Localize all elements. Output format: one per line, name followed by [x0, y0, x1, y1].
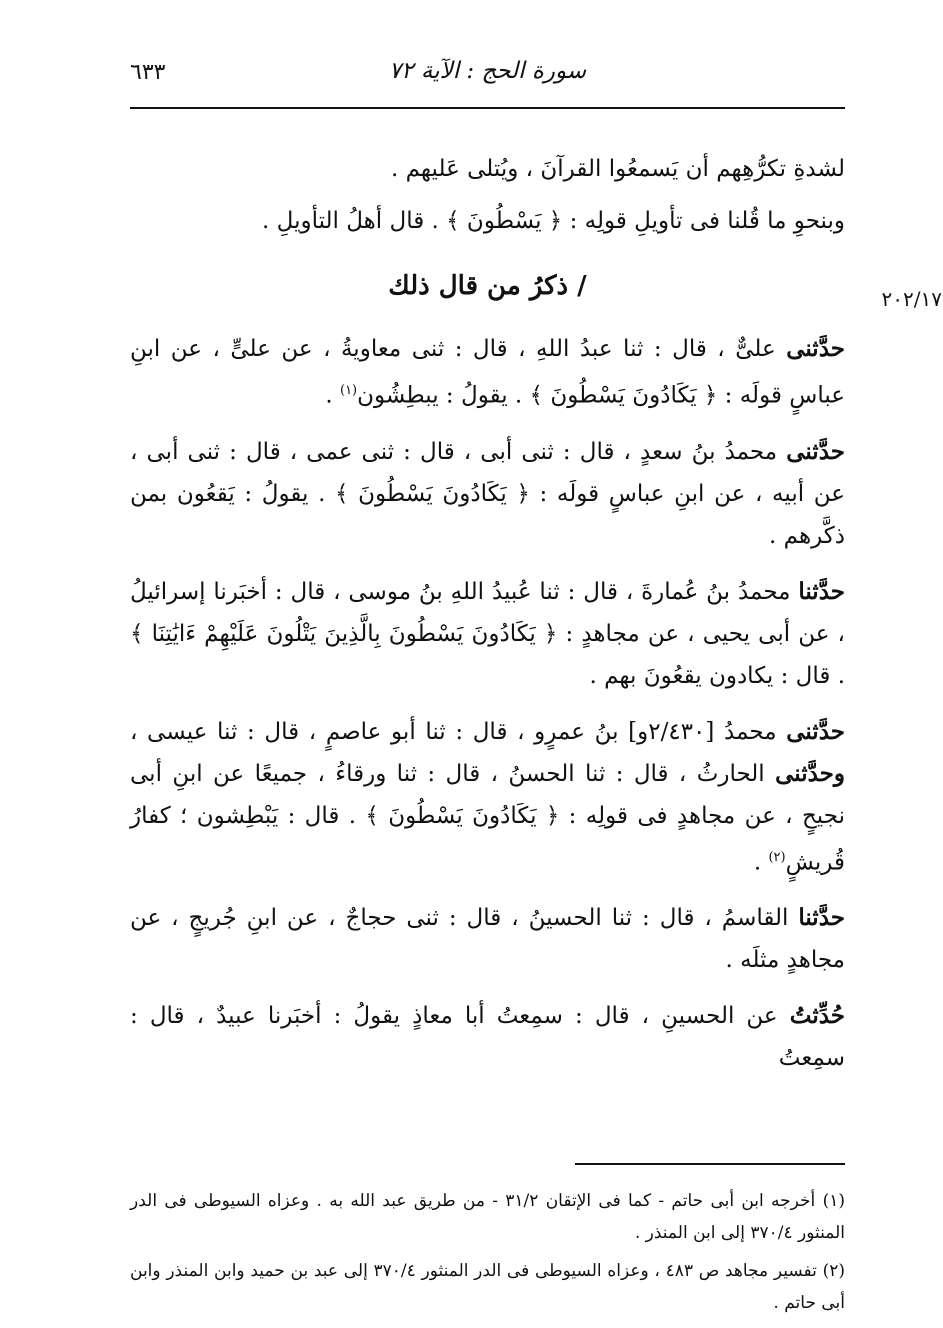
paragraph-text: محمدُ [٢/٤٣٠و] بنُ عمرٍو ، قال : ثنا أبو عاصمٍ ، قال : ثنا عيسى ، — [130, 718, 787, 745]
footnote-ref-1: (١) — [339, 383, 358, 398]
paragraph-lead: حدَّثنى — [786, 335, 845, 362]
paragraph-text: القاسمُ ، قال : ثنا الحسينُ ، قال : ثنى حجاجٌ ، عن ابنِ جُريجٍ ، عن مجاهدٍ مثلَه . — [130, 905, 845, 974]
paragraph-3 — [130, 328, 845, 417]
paragraph-4 — [130, 431, 845, 557]
paragraph-text: محمدُ بنُ عُمارةَ ، قال : ثنا عُبيدُ اللهِ بنُ موسى ، قال : أخبَرنا إسرائيلُ ، عن أبى يحيى ، عن مجاهدٍ : ﴿ يَكَادُونَ يَسْطُونَ بِالَّذِينَ يَتْلُونَ عَلَيْهِمْ ءَايَٰتِنَا ﴾ . قال : يكادون يقعُونَ بهم . — [130, 578, 845, 689]
footnote-rule — [575, 1163, 845, 1165]
section-heading: / ذكرُ من قال ذلك — [388, 271, 587, 301]
header-rule — [130, 107, 845, 109]
page-header — [130, 52, 845, 92]
paragraph-lead: حُدِّثتُ — [789, 1002, 846, 1030]
paragraph-lead-2: وحدَّثنى — [775, 759, 845, 787]
paragraph-end: . — [325, 382, 340, 409]
page-number: ٦٣٣ — [130, 60, 166, 85]
paragraph-text: عن الحسينِ ، قال : سمِعتُ أبا معاذٍ يقولُ : أخبَرنا عبيدٌ ، قال : سمِعتُ — [130, 1003, 845, 1072]
paragraph-2: وبنحوِ ما قُلنا فى تأويلِ قولِه : ﴿ يَسْطُونَ ﴾ . قال أهلُ التأويلِ . — [262, 208, 845, 234]
footnote-ref-2: (٢) — [768, 849, 786, 865]
paragraph-8 — [130, 995, 845, 1079]
footnote-2: (٢) تفسير مجاهد ص ٤٨٣ ، وعزاه السيوطى فى الدر المنثور ٣٧٠/٤ إلى عبد بن حميد وابن المنذر وابن أبى حاتم . — [130, 1261, 845, 1313]
paragraph-text: علىٌّ ، قال : ثنا عبدُ اللهِ ، قال : ثنى معاويةُ ، عن علىٍّ ، عن ابنِ عباسٍ قولَه : ﴿ يَكَادُونَ يَسْطُونَ ﴾ . يقولُ : يبطِشُون — [130, 336, 845, 409]
page-body — [130, 148, 845, 1093]
paragraph-7 — [130, 897, 845, 981]
paragraph-text-2: الحارثُ ، قال : ثنا الحسنُ ، قال : ثنا ورقاءُ ، جميعًا عن ابنِ أبى نجيحٍ ، عن مجاهدٍ فى قولِه : ﴿ يَكَادُونَ يَسْطُونَ ﴾ . قال : يَبْطِشون ؛ كفارُ قُريشٍ — [130, 760, 845, 876]
paragraph-lead: حدَّثنا — [798, 904, 845, 932]
margin-reference: ٢٠٢/١٧ — [881, 287, 942, 311]
paragraph-1: لشدةِ تكرُّهِهم أن يَسمعُوا القرآنَ ، ويُتلى عَليهم . — [391, 156, 845, 182]
paragraph-lead: حدَّثنى — [786, 717, 845, 745]
footnotes — [130, 1185, 845, 1325]
paragraph-lead: حدَّثنى — [786, 437, 845, 465]
paragraph-end: . — [753, 849, 769, 876]
paragraph-6 — [130, 711, 845, 884]
paragraph-text: محمدُ بنُ سعدٍ ، قال : ثنى أبى ، قال : ثنى عمى ، قال : ثنى أبى ، عن أبيه ، عن ابنِ عباسٍ قولَه : ﴿ يَكَادُونَ يَسْطُونَ ﴾ . يقولُ : يَقعُون بمن ذكَّرهم . — [130, 438, 845, 549]
running-title: سورة الحج : الآية ٧٢ — [388, 58, 587, 84]
paragraph-lead: حدَّثنا — [798, 577, 845, 605]
paragraph-5 — [130, 571, 845, 697]
footnote-1: (١) أخرجه ابن أبى حاتم - كما فى الإتقان ٣١/٢ - من طريق عبد الله به . وعزاه السيوطى فى الدر المنثور ٣٧٠/٤ إلى ابن المنذر . — [130, 1191, 845, 1243]
